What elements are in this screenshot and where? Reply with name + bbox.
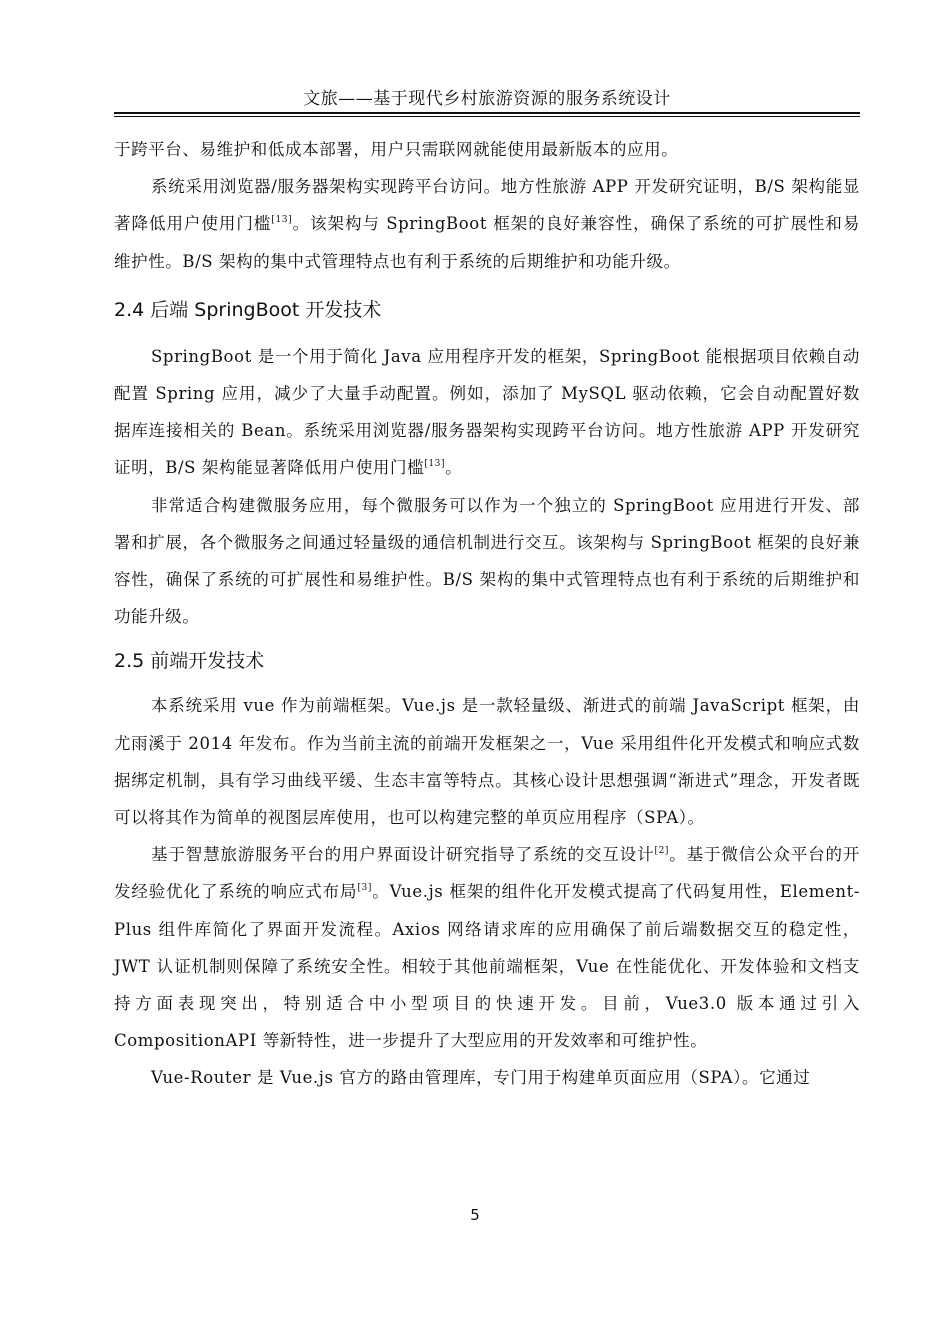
page-number: 5 — [470, 1206, 480, 1224]
citation-ref: [13] — [424, 459, 446, 470]
running-header: 文旅——基于现代乡村旅游资源的服务系统设计 — [303, 89, 671, 109]
section-heading-2-4: 2.4 后端 SpringBoot 开发技术 — [114, 298, 382, 321]
citation-ref: [2] — [654, 846, 670, 857]
header-rule — [114, 112, 860, 114]
paragraph-text: 。 — [445, 458, 463, 478]
paragraph-bs-architecture — [114, 168, 860, 280]
body-text — [114, 131, 860, 1097]
paragraph-text: SpringBoot 是一个用于简化 Java 应用程序开发的框架，SpringBoot 能根据项目依赖自动配置 Spring 应用，减少了大量手动配置。例如，添加了 MySQL 驱动依赖，它会自动配置好数据库连接相关的 Bean。系统采用浏览器/服务器架构实现跨平台访问。地方性旅游 APP 开发研究证明，B/S 架构能显著降低用户使用门槛 — [114, 346, 860, 478]
paragraph-springboot-intro — [114, 338, 860, 487]
paragraph-text: 。基于微信公众平台的开发经验优化了系统的响应式布局 — [114, 845, 860, 902]
header-rule-secondary — [114, 116, 860, 117]
paragraph-text: 。Vue.js 框架的组件化开发模式提高了代码复用性，Element-Plus 组件库简化了界面开发流程。Axios 网络请求库的应用确保了前后端数据交互的稳定性，JWT 认证机制则保障了系统安全性。相较于其他前端框架，Vue 在性能优化、开发体验和文档支持方面表现突出，特别适合中小型项目的快速开发。目前，Vue3.0 版本通过引入 CompositionAPI 等新特性，进一步提升了大型应用的开发效率和可维护性。 — [114, 882, 860, 1051]
paragraph-vue-intro: 本系统采用 vue 作为前端框架。Vue.js 是一款轻量级、渐进式的前端 JavaScript 框架，由尤雨溪于 2014 年发布。作为当前主流的前端开发框架之一，Vue 采用组件化开发模式和响应式数据绑定机制，具有学习曲线平缓、生态丰富等特点。其核心设计思想强调“渐进式”理念，开发者既可以将其作为简单的视图层库使用，也可以构建完整的单页应用程序（SPA）。 — [114, 696, 860, 828]
paragraph-ui-design — [114, 836, 860, 1059]
paragraph-vue-router: Vue-Router 是 Vue.js 官方的路由管理库，专门用于构建单页面应用（SPA）。它通过 — [151, 1068, 811, 1088]
section-heading-2-5: 2.5 前端开发技术 — [114, 650, 265, 673]
paragraph-microservices: 非常适合构建微服务应用，每个微服务可以作为一个独立的 SpringBoot 应用进行开发、部署和扩展，各个微服务之间通过轻量级的通信机制进行交互。该架构与 SpringBoot 框架的良好兼容性，确保了系统的可扩展性和易维护性。B/S 架构的集中式管理特点也有利于系统的后期维护和功能升级。 — [114, 495, 860, 627]
paragraph-text: 系统采用浏览器/服务器架构实现跨平台访问。地方性旅游 APP 开发研究证明，B/S 架构能显著降低用户使用门槛 — [114, 177, 860, 234]
paragraph-continuation: 于跨平台、易维护和低成本部署，用户只需联网就能使用最新版本的应用。 — [114, 140, 679, 159]
citation-ref: [13] — [271, 215, 293, 226]
citation-ref: [3] — [357, 883, 372, 894]
paragraph-text: 。该架构与 SpringBoot 框架的良好兼容性，确保了系统的可扩展性和易维护性。B/S 架构的集中式管理特点也有利于系统的后期维护和功能升级。 — [114, 214, 860, 271]
paragraph-text: 基于智慧旅游服务平台的用户界面设计研究指导了系统的交互设计 — [151, 845, 655, 865]
